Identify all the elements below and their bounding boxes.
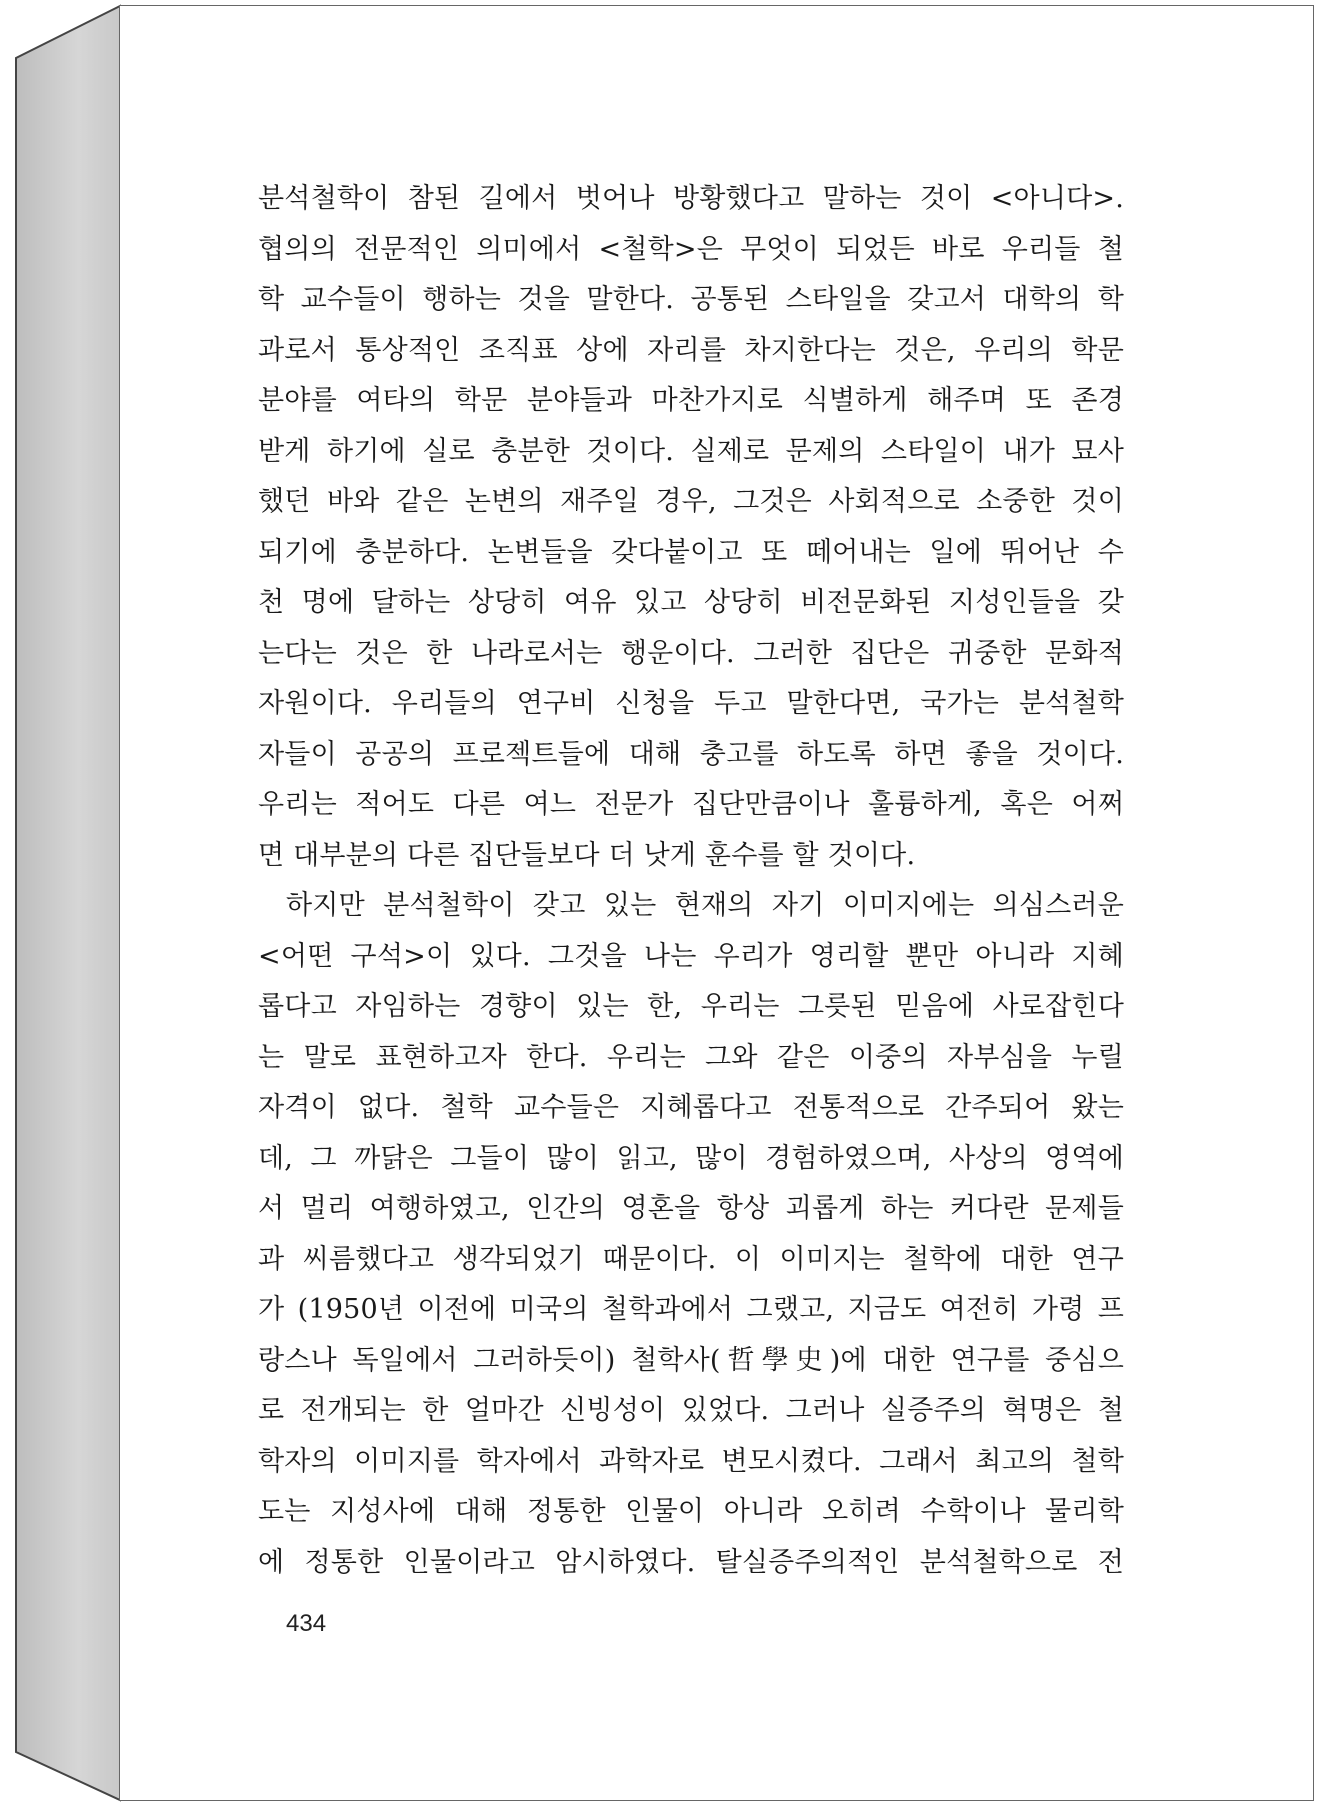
text-line: 하지만 분석철학이 갖고 있는 현재의 자기 이미지에는 의심스러운 (286, 890, 1124, 921)
text-line: 학 교수들이 행하는 것을 말한다. 공통된 스타일을 갖고서 대학의 학 (258, 284, 1124, 315)
text-line: 롭다고 자임하는 경향이 있는 한, 우리는 그릇된 믿음에 사로잡힌다 (258, 991, 1124, 1022)
text-line: 분야를 여타의 학문 분야들과 마찬가지로 식별하게 해주며 또 존경 (258, 385, 1124, 416)
text-line: 학자의 이미지를 학자에서 과학자로 변모시켰다. 그래서 최고의 철학 (258, 1445, 1124, 1477)
text-line: 는 말로 표현하고자 한다. 우리는 그와 같은 이중의 자부심을 누릴 (258, 1041, 1124, 1073)
text-line: 했던 바와 같은 논변의 재주일 경우, 그것은 사회적으로 소중한 것이 (258, 486, 1124, 517)
text-line: <어떤 구석>이 있다. 그것을 나는 우리가 영리할 뿐만 아니라 지혜 (258, 940, 1124, 972)
body-text (258, 174, 1124, 1588)
text-line: 분석철학이 참된 길에서 벗어나 방황했다고 말하는 것이 <아니다>. (258, 183, 1124, 214)
book-page (120, 6, 1313, 1800)
text-line: 가 (1950년 이전에 미국의 철학과에서 그랬고, 지금도 여전히 가령 프 (258, 1294, 1124, 1325)
paragraph-1 (258, 174, 1124, 881)
text-line: 자원이다. 우리들의 연구비 신청을 두고 말한다면, 국가는 분석철학 (258, 688, 1124, 719)
text-line: 도는 지성사에 대해 정통한 인물이 아니라 오히려 수학이나 물리학 (258, 1496, 1124, 1527)
text-line: 데, 그 까닭은 그들이 많이 읽고, 많이 경험하였으며, 사상의 영역에 (258, 1142, 1124, 1174)
text-line: 랑스나 독일에서 그러하듯이) 철학사(哲學史)에 대한 연구를 중심으 (258, 1344, 1124, 1376)
text-line: 받게 하기에 실로 충분한 것이다. 실제로 문제의 스타일이 내가 묘사 (258, 435, 1124, 467)
text-line: 자격이 없다. 철학 교수들은 지혜롭다고 전통적으로 간주되어 왔는 (258, 1092, 1124, 1123)
paragraph-2 (258, 881, 1124, 1588)
text-line: 협의의 전문적인 의미에서 <철학>은 무엇이 되었든 바로 우리들 철 (258, 233, 1124, 265)
text-line: 로 전개되는 한 얼마간 신빙성이 있었다. 그러나 실증주의 혁명은 철 (258, 1395, 1124, 1426)
text-line: 천 명에 달하는 상당히 여유 있고 상당히 비전문화된 지성인들을 갖 (258, 587, 1124, 618)
page-number: 434 (286, 1610, 327, 1637)
text-line: 는다는 것은 한 나라로서는 행운이다. 그러한 집단은 귀중한 문화적 (258, 637, 1124, 669)
text-line: 과로서 통상적인 조직표 상에 자리를 차지한다는 것은, 우리의 학문 (258, 334, 1124, 366)
text-line: 우리는 적어도 다른 여느 전문가 집단만큼이나 훌륭하게, 혹은 어쩌 (258, 789, 1124, 820)
text-line: 되기에 충분하다. 논변들을 갖다붙이고 또 떼어내는 일에 뛰어난 수 (258, 536, 1124, 568)
text-line: 과 씨름했다고 생각되었기 때문이다. 이 이미지는 철학에 대한 연구 (258, 1243, 1124, 1275)
text-line: 에 정통한 인물이라고 암시하였다. 탈실증주의적인 분석철학으로 전 (258, 1546, 1124, 1578)
text-line: 자들이 공공의 프로젝트들에 대해 충고를 하도록 하면 좋을 것이다. (258, 738, 1124, 770)
book-spine-side (16, 6, 120, 1800)
text-line: 면 대부분의 다른 집단들보다 더 낫게 훈수를 할 것이다. (258, 839, 916, 871)
text-line: 서 멀리 여행하였고, 인간의 영혼을 항상 괴롭게 하는 커다란 문제들 (258, 1193, 1124, 1224)
